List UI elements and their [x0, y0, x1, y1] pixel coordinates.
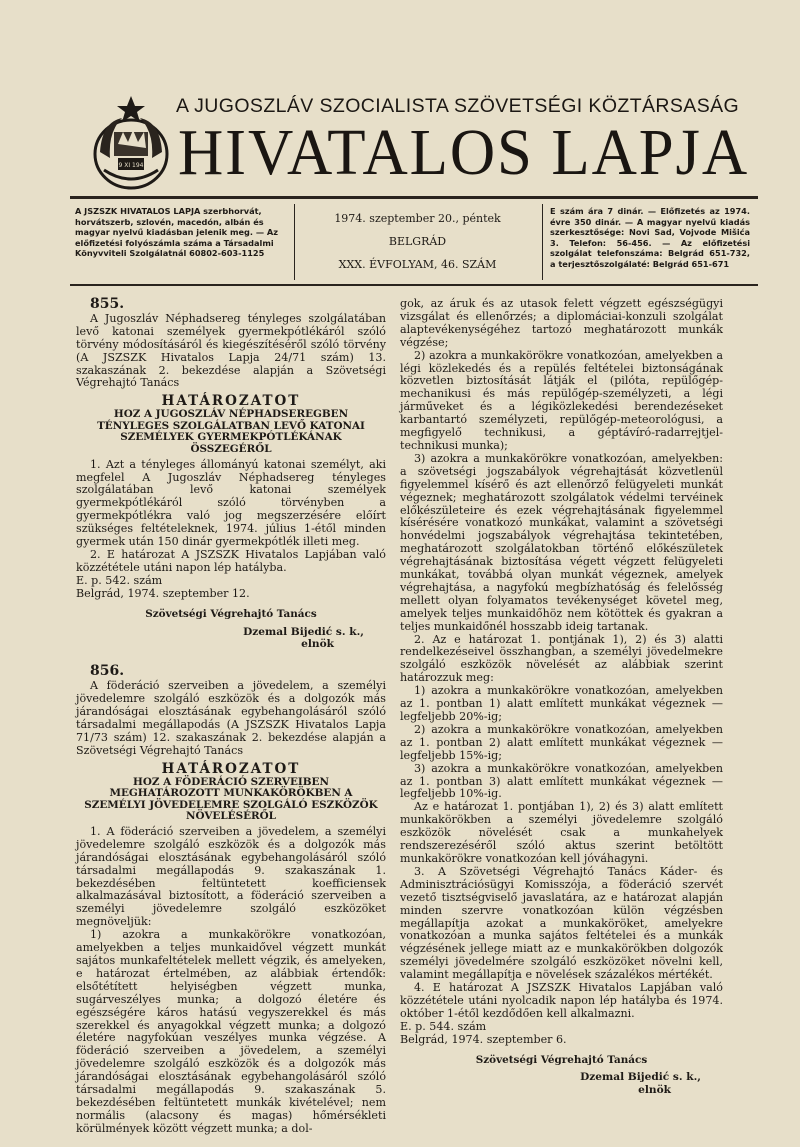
header-divider-left: [294, 204, 295, 280]
issuing-body: Szövetségi Végrehajtó Tanács: [475, 1053, 648, 1066]
decision-subject: HOZ A JUGOSZLÁV NÉPHADSEREGBEN TÉNYLEGES SZOLGÁLATBAN LEVŐ KATONAI SZEMÉLYEK GYERMEKPÓTLÉKÁNAK ÖSSZEGÉRŐL: [97, 408, 365, 456]
decision-heading: HATÁROZATOT: [161, 393, 301, 410]
paragraph: 1. Azt a tényleges állományú katonai személyt, aki megfelel A Jugoszláv Néphadsereg tényleges szolgálatában levő katonai személyek gyermekpótlékáról szóló törvényben a gyermekpótlékra való jog megszerzésére előírt szükséges feltételeknek, 1974. július 1-étől minden gyermek után 150 dinár gyermekpótlék illeti meg.: [76, 457, 386, 549]
paragraph: 2. E határozat A JSZSZK Hivatalos Lapjában való közzététele utáni napon lép hatályba.: [76, 547, 386, 574]
paragraph: 3. A Szövetségi Végrehajtó Tanács Káder- és Adminisztrációsügyi Komisszója, a föderáció szervét vezető tisztségviselő javaslatára, az e határozat alapján minden szervre vonatkozóan külön végzésben megállapítja azokat a munkaköröket, amelyekre vonatkozóan a munka sajátos feltételei és a munkák végzésének jellege miatt az e munkakörökben dolgozók személyi jövedelmére szolgáló eszközöket növelni kell, valamint megállapítja e növelések százalékos mértékét.: [400, 864, 723, 982]
document-number: 856.: [90, 663, 125, 680]
preamble: A föderáció szerveiben a jövedelem, a személyi jövedelemre szolgáló eszközök és a dolgozók más járandóságai elosztásának egybehangolásáról szóló társadalmi megállapodás (A JSZSZK Hivatalos Lapja 71/73 szám) 12. szakaszának 2. bekezdése alapján a Szövetségi Végrehajtó Tanács: [76, 679, 386, 757]
paragraph: 3) azokra a munkakörökre vonatkozóan, amelyekben: a szövetségi jogszabályok végrehajtását közvetlenül figyelemmel kísérő és azt ellenőrző felügyeleti munkát végeznek; meghatározott szolgálatok védelmi tervéinek előkészületeire és ezek végrehajtásának figyelemmel kísérésére vonatkozó munkákat, valamint a szövetségi honvédelmi jogszabályok végrehajtása tekintetében, meghatározott szolgálatokban történő előkészületek végrehajtásának biztosítása végett végzett felügyeleti munkákat, továbbá olyan munkát végeznek, amelyek végrehajtása, a nagyfokú megbízhatóság és felelősség mellett olyan folyamatos tevékenységet követel meg, amelyek teljes munkaidőhöz nem kötöttek és gyakran a teljes munkaidőnél hosszabb ideig tartanak.: [400, 451, 723, 633]
signatory: Dzemal Bijedić s. k.,: [243, 625, 364, 638]
issuing-body: Szövetségi Végrehajtó Tanács: [145, 607, 317, 620]
issue-date: 1974. szeptember 20., péntek: [334, 212, 501, 225]
header-rule: [70, 284, 758, 286]
reference-number: E. p. 544. szám: [400, 1019, 487, 1033]
right-column: [400, 298, 723, 1097]
publisher-info: A JSZSZK HIVATALOS LAPJA szerbhorvát, horvátszerb, szlovén, macedón, albán és magyar nyelvű kiadásban jelenik meg. — Az előfizetési folyószámla száma a Társadalmi Könyvviteli Szolgálatnál 60802-603-1125: [75, 206, 279, 259]
paragraph: 2) azokra a munkakörökre vonatkozóan, amelyekben az 1. pontban 2) alatt említett munkákat végeznek — legfeljebb 15%-ig;: [400, 722, 723, 762]
place-date: Belgrád, 1974. szeptember 12.: [76, 586, 250, 600]
paragraph: Az e határozat 1. pontjában 1), 2) és 3) alatt említett munkakörökben a személyi jövedelemre szolgáló eszközök növelését csak a munkahelyek rendszerezéséről szóló aktus szerint betöltött munkakörökre vonatkozóan kell jóváhagyni.: [400, 800, 723, 865]
coat-of-arms-icon: [88, 92, 174, 192]
paragraph: gok, az áruk és az utasok felett végzett egészségügyi vizsgálat és ellenőrzés; a diplomáciai-konzuli szolgálat alaptevékenységéhez tartozó meghatározott munkák végzése;: [400, 297, 723, 349]
paragraph: 1) azokra a munkakörökre vonatkozóan, amelyekben a teljes munkaidővel végzett munkát sajátos munkafeltételek mellett végzik, és amelyeken, e határozat értelmében, az alábbiak értendők: elsőtétített helyiségben végzett munka, sugárveszélyes munka; a dolgozó életére és egészségére káros hatású vegyszerekkel és más szerekkel és anyagokkal végzett munka; a dolgozó életére nagyfokúan veszélyes munka végzése. A föderáció szerveiben a jövedelem, a személyi jövedelemre szolgáló eszközök és a dolgozók más járandóságai elosztásának egybehangolásáról szóló társadalmi megállapodás 9. szakaszának 5. bekezdésében feltüntetett munkák kivételével; nem normális (alacsony és magas) hőmérsékleti körülmények között végzett munka; a dol-: [76, 928, 386, 1135]
header-divider-right: [542, 204, 543, 280]
decision-subject: HOZ A FÖDERÁCIÓ SZERVEIBEN MEGHATÁROZOTT MUNKAKÖRÖKBEN A SZEMÉLYI JÖVEDELEMRE SZOLGÁLÓ ESZKÖZÖK NÖVELÉSÉRŐL: [84, 775, 378, 823]
document-number: 855.: [90, 296, 125, 312]
republic-name: A JUGOSZLÁV SZOCIALISTA SZÖVETSÉGI KÖZTÁRSASÁG: [176, 95, 740, 117]
paragraph: 3) azokra a munkakörökre vonatkozóan, amelyekben az 1. pontban 3) alatt említett munkákat végeznek — legfeljebb 10%-ig.: [400, 761, 723, 801]
decision-heading: HATÁROZATOT: [161, 760, 301, 777]
left-column: [76, 298, 386, 1136]
signatory: Dzemal Bijedić s. k.,: [580, 1071, 701, 1084]
signatory-title: elnök: [301, 638, 334, 651]
signatory-title: elnök: [638, 1084, 671, 1097]
issue-place: BELGRÁD: [388, 235, 447, 248]
paragraph: 2) azokra a munkakörökre vonatkozóan, amelyekben a légi közlekedés és a repülés feltételei biztonságának közvetlen biztosítását látják el (pilóta, repülőgép-mechanikusi és más repülőgép-személyzeti, a légi járműveket és a légiközlekedési berendezéseket karbantartó személyzeti, repülőgép-meteorológusi, a megfigyelő technikusi, a géptávíró-radarrejtjel-technikusi munka);: [400, 348, 723, 452]
price-info: E szám ára 7 dinár. — Előfizetés az 1974. évre 350 dinár. — A magyar nyelvű kiadás szerkesztősége: Novi Sad, Vojvode Mišića 3. Telefon: 56-456. — Az előfizetési szolgálat telefonszáma: Belgrád 651-732, a terjesztőszolgálaté: Belgrád 651-671: [550, 206, 750, 269]
emblem-dates: 29 XI 1943: [114, 162, 148, 169]
masthead-rule: [70, 196, 758, 199]
paragraph: 4. E határozat A JSZSZK Hivatalos Lapjában való közzététele utáni nyolcadik napon lép hatályba és 1974. október 1-étől kezdődően kell alkalmazni.: [400, 981, 723, 1020]
paragraph: 2. Az e határozat 1. pontjának 1), 2) és 3) alatti rendelkezéseivel összhangban, a személyi jövedelmekre szolgáló eszközök növelését az alábbiak szerint határozzuk meg:: [400, 632, 723, 685]
paragraph: 1. A föderáció szerveiben a jövedelem, a személyi jövedelemre szolgáló eszközök és a dolgozók más járandóságai elosztásának egybehangolásáról szóló társadalmi megállapodás 9. szakaszának 1. bekezdésében feltüntetett koefficiensek alkalmazásával biztosított, a föderáció szerveiben a személyi jövedelemre szolgáló eszközöket megnöveljük:: [76, 824, 386, 929]
paper-title: HIVATALOS LAPJA: [178, 116, 750, 189]
issue-info: [300, 212, 535, 281]
reference-number: E. p. 542. szám: [76, 573, 163, 587]
place-date: Belgrád, 1974. szeptember 6.: [400, 1032, 567, 1046]
preamble: A Jugoszláv Néphadsereg tényleges szolgálatában levő katonai személyek gyermekpótlékáról szóló törvény módosításáról és kiegészítéséről szóló törvény (A JSZSZK Hivatalos Lapja 24/71 szám) 13. szakaszának 2. bekezdése alapján a Szövetségi Végrehajtó Tanács: [76, 311, 386, 390]
issue-volume: XXX. ÉVFOLYAM, 46. SZÁM: [338, 258, 497, 271]
paragraph: 1) azokra a munkakörökre vonatkozóan, amelyekben az 1. pontban 1) alatt említett munkákat végeznek — legfeljebb 20%-ig;: [400, 684, 723, 723]
